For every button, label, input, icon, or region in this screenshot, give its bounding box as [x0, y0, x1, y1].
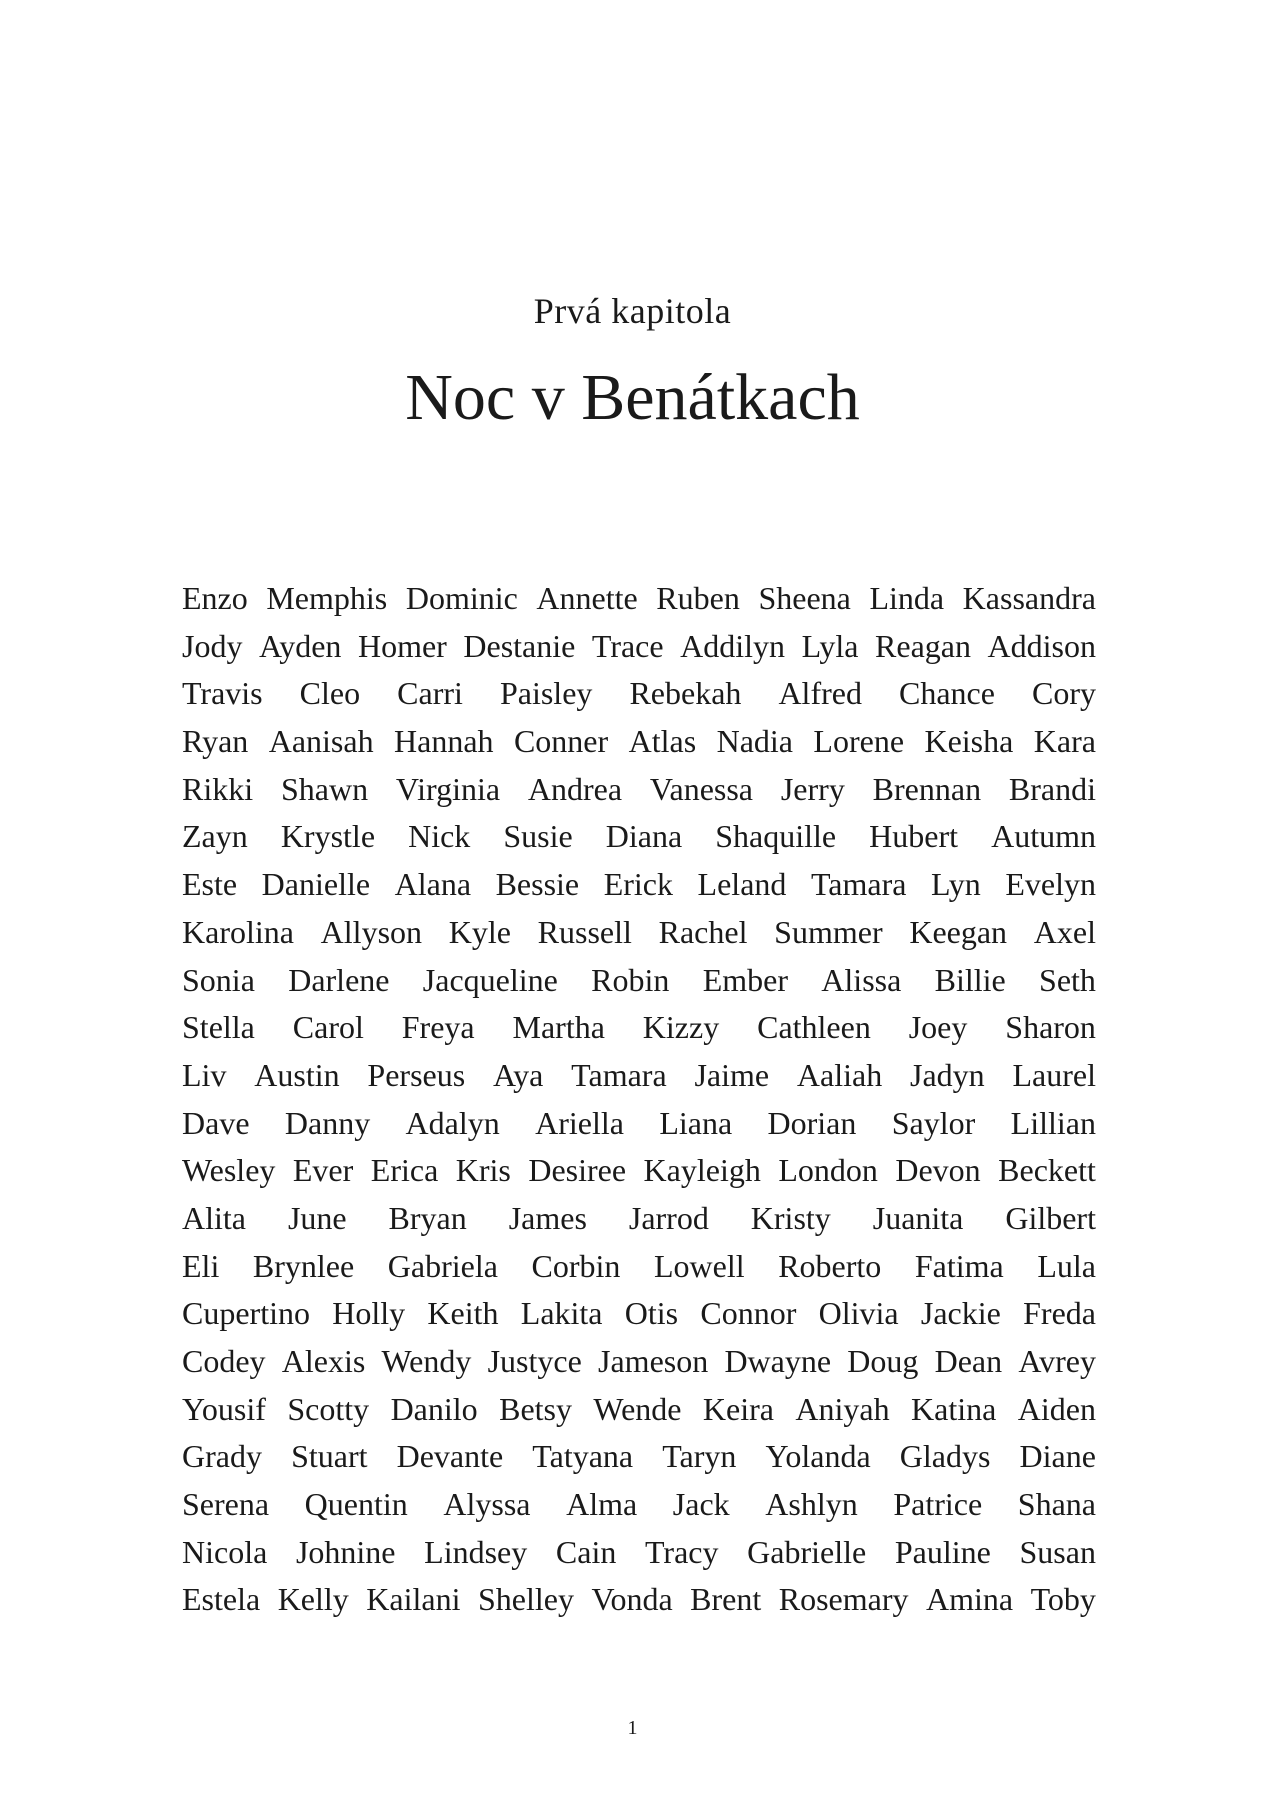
word: Este	[182, 866, 238, 903]
word: Dave	[182, 1104, 250, 1141]
word: Alana	[394, 866, 472, 903]
word: Juanita	[872, 1199, 964, 1236]
word: Ashlyn	[765, 1486, 858, 1523]
word: Devante	[396, 1438, 504, 1475]
word: Rosemary	[778, 1581, 909, 1618]
body-text	[182, 575, 1096, 1624]
word: Freda	[1023, 1295, 1096, 1332]
word: Jackie	[920, 1295, 1001, 1332]
word: Carol	[292, 1009, 364, 1046]
word: Keira	[702, 1390, 774, 1427]
text-line	[182, 909, 1096, 957]
word: Brent	[690, 1581, 762, 1618]
word: Alma	[566, 1486, 638, 1523]
word: Avrey	[1018, 1343, 1096, 1379]
word: Shelley	[477, 1581, 574, 1618]
word: Perseus	[367, 1056, 466, 1093]
text-line	[182, 1147, 1096, 1195]
word: Eli	[182, 1247, 220, 1284]
word: Hannah	[394, 723, 494, 760]
word: Kailani	[366, 1581, 461, 1618]
word: Nicola	[182, 1533, 268, 1570]
word: Stuart	[291, 1438, 368, 1475]
word: Scotty	[287, 1390, 370, 1427]
word: Annette	[536, 580, 638, 616]
word: Keisha	[924, 723, 1014, 760]
word: Estela	[182, 1581, 261, 1618]
page-number: 1	[627, 1717, 638, 1739]
word: Roberto	[778, 1247, 882, 1284]
word: Susan	[1019, 1533, 1096, 1570]
word: Cathleen	[757, 1009, 871, 1046]
word: Vonda	[591, 1581, 673, 1618]
text-line	[182, 861, 1096, 909]
word: Danielle	[261, 866, 371, 903]
word: Trace	[591, 627, 664, 664]
word: Karolina	[182, 913, 294, 950]
text-line	[182, 718, 1096, 766]
word: Grady	[182, 1438, 262, 1475]
word: Wende	[593, 1390, 682, 1427]
word: Kayleigh	[643, 1152, 761, 1189]
word: Ember	[702, 961, 788, 998]
word: Bessie	[495, 866, 580, 903]
word: Lyn	[930, 866, 981, 903]
word: Jody	[182, 627, 243, 664]
word: Homer	[357, 627, 447, 664]
word: Lula	[1037, 1247, 1096, 1284]
word: Johnine	[295, 1533, 396, 1570]
word: Brandi	[1008, 770, 1096, 807]
word: Gilbert	[1005, 1199, 1096, 1236]
word: Shawn	[280, 770, 369, 807]
text-line	[182, 1195, 1096, 1243]
word: Evelyn	[1005, 866, 1096, 903]
word: Devon	[895, 1152, 981, 1189]
word: Corbin	[531, 1247, 621, 1284]
text-line	[182, 1576, 1096, 1624]
word: Keith	[427, 1295, 499, 1332]
word: Darlene	[288, 961, 390, 998]
word: Jameson	[598, 1343, 709, 1379]
word: Tamara	[571, 1056, 667, 1093]
word: Doug	[847, 1343, 919, 1379]
word: Reagan	[875, 627, 971, 664]
text-line	[182, 623, 1096, 671]
word: Kizzy	[642, 1009, 720, 1046]
word: Jack	[672, 1486, 730, 1523]
word: Austin	[254, 1056, 340, 1093]
word: Justyce	[487, 1343, 582, 1379]
word: Kris	[455, 1152, 511, 1189]
word: Yolanda	[765, 1438, 871, 1475]
text-line	[182, 575, 1096, 623]
word: Gladys	[899, 1438, 991, 1475]
word: Codey	[182, 1343, 266, 1379]
word: Gabrielle	[747, 1533, 867, 1570]
word: Pauline	[894, 1533, 991, 1570]
word: Amina	[925, 1581, 1014, 1618]
word: Dwayne	[724, 1343, 832, 1379]
word: Desiree	[528, 1152, 627, 1189]
word: Danilo	[390, 1390, 478, 1427]
text-line	[182, 1243, 1096, 1291]
word: Seth	[1039, 961, 1096, 998]
word: Yousif	[182, 1390, 266, 1427]
text-line	[182, 1481, 1096, 1529]
text-line	[182, 1529, 1096, 1577]
word: Axel	[1033, 913, 1096, 950]
word: Diane	[1019, 1438, 1096, 1475]
word: Kara	[1033, 723, 1096, 760]
text-line	[182, 1386, 1096, 1434]
word: Hubert	[869, 818, 959, 855]
word: Olivia	[818, 1295, 899, 1332]
word: Aya	[492, 1056, 544, 1093]
word: Dorian	[767, 1104, 857, 1141]
word: Liana	[659, 1104, 733, 1141]
word: Keegan	[909, 913, 1008, 950]
word: Jaime	[694, 1056, 770, 1093]
word: Aiden	[1017, 1390, 1096, 1427]
word: Dean	[934, 1343, 1003, 1379]
word: Brynlee	[252, 1247, 355, 1284]
word: Nick	[408, 818, 471, 855]
word: Shana	[1017, 1486, 1096, 1523]
text-line	[182, 1338, 1096, 1386]
word: Joey	[908, 1009, 968, 1046]
word: Lindsey	[424, 1533, 528, 1570]
text-line	[182, 670, 1096, 718]
word: Lyla	[801, 627, 859, 664]
word: Russell	[537, 913, 632, 950]
word: Alita	[182, 1199, 246, 1236]
word: Leland	[697, 866, 787, 903]
word: Erick	[603, 866, 673, 903]
word: Toby	[1030, 1581, 1096, 1618]
text-line	[182, 813, 1096, 861]
word: Freya	[401, 1009, 475, 1046]
word: Paisley	[499, 675, 593, 712]
text-line	[182, 1433, 1096, 1481]
word: Fatima	[914, 1247, 1004, 1284]
word: Cupertino	[182, 1295, 310, 1332]
word: Robin	[591, 961, 670, 998]
word: Virginia	[395, 770, 501, 807]
word: Adalyn	[405, 1104, 500, 1141]
word: Holly	[332, 1295, 406, 1332]
word: Addilyn	[680, 627, 786, 664]
word: Laurel	[1012, 1056, 1096, 1093]
word: Otis	[624, 1295, 679, 1332]
word: Ayden	[259, 627, 342, 664]
word: Travis	[182, 675, 263, 712]
word: Carri	[397, 675, 463, 712]
word: Cleo	[299, 675, 361, 712]
word: June	[287, 1199, 347, 1236]
word: Gabriela	[387, 1247, 498, 1284]
word: Katina	[911, 1390, 997, 1427]
word: Wendy	[381, 1343, 472, 1379]
word: Allyson	[320, 913, 423, 950]
word: Destanie	[463, 627, 576, 664]
word: Tamara	[810, 866, 907, 903]
word: Stella	[182, 1009, 255, 1046]
word: Nadia	[716, 723, 793, 760]
word: Taryn	[662, 1438, 737, 1475]
word: Kassandra	[962, 580, 1096, 616]
text-line	[182, 1052, 1096, 1100]
word: Chance	[899, 675, 995, 712]
word: Kyle	[448, 913, 511, 950]
word: Bryan	[388, 1199, 467, 1236]
word: Alexis	[281, 1343, 366, 1379]
word: Rikki	[182, 770, 254, 807]
word: Brennan	[872, 770, 982, 807]
word: Ruben	[656, 580, 740, 616]
word: Saylor	[891, 1104, 976, 1141]
word: Billie	[934, 961, 1006, 998]
word: Alfred	[778, 675, 862, 712]
word: Autumn	[991, 818, 1096, 855]
text-line	[182, 1004, 1096, 1052]
word: Erica	[370, 1152, 439, 1189]
word: Patrice	[893, 1486, 983, 1523]
word: Aniyah	[795, 1390, 890, 1427]
word: Krystle	[280, 818, 376, 855]
word: Rachel	[658, 913, 748, 950]
word: Sonia	[182, 961, 255, 998]
word: Ever	[292, 1152, 354, 1189]
word: Susie	[503, 818, 573, 855]
word: Lakita	[520, 1295, 603, 1332]
word: Tatyana	[532, 1438, 634, 1475]
word: Memphis	[266, 580, 388, 616]
word: Dominic	[405, 580, 518, 616]
text-line	[182, 766, 1096, 814]
word: Lorene	[813, 723, 905, 760]
word: Connor	[700, 1295, 797, 1332]
word: Kristy	[750, 1199, 831, 1236]
word: Andrea	[527, 770, 623, 807]
word: Kelly	[277, 1581, 349, 1618]
word: Addison	[987, 627, 1096, 664]
word: Lillian	[1010, 1104, 1096, 1141]
word: Quentin	[304, 1486, 408, 1523]
word: Beckett	[998, 1152, 1096, 1189]
word: Wesley	[182, 1152, 276, 1189]
word: Atlas	[628, 723, 697, 760]
word: Alyssa	[443, 1486, 531, 1523]
text-line	[182, 957, 1096, 1005]
word: Cory	[1032, 675, 1096, 712]
word: Jacqueline	[422, 961, 558, 998]
word: Alissa	[821, 961, 902, 998]
word: Jerry	[780, 770, 845, 807]
word: London	[778, 1152, 878, 1189]
text-line	[182, 1100, 1096, 1148]
word: Serena	[182, 1486, 270, 1523]
word: Ariella	[535, 1104, 624, 1141]
word: Sheena	[758, 580, 851, 616]
word: Martha	[512, 1009, 605, 1046]
chapter-label: Prvá kapitola	[533, 291, 732, 331]
word: Zayn	[182, 818, 248, 855]
word: Ryan	[182, 723, 249, 760]
word: James	[508, 1199, 587, 1236]
word: Tracy	[645, 1533, 719, 1570]
word: Vanessa	[649, 770, 753, 807]
word: Lowell	[653, 1247, 745, 1284]
word: Jarrod	[628, 1199, 709, 1236]
word: Cain	[555, 1533, 617, 1570]
text-line	[182, 1290, 1096, 1338]
word: Rebekah	[629, 675, 742, 712]
word: Enzo	[182, 580, 248, 616]
word: Aanisah	[268, 723, 374, 760]
word: Linda	[869, 580, 945, 616]
word: Aaliah	[796, 1056, 883, 1093]
word: Conner	[513, 723, 609, 760]
word: Sharon	[1005, 1009, 1096, 1046]
word: Danny	[284, 1104, 371, 1141]
word: Liv	[182, 1056, 227, 1093]
word: Jadyn	[910, 1056, 985, 1093]
chapter-title: Noc v Benátkach	[405, 361, 860, 434]
word: Summer	[774, 913, 883, 950]
word: Betsy	[499, 1390, 572, 1427]
word: Diana	[605, 818, 683, 855]
word: Shaquille	[715, 818, 837, 855]
